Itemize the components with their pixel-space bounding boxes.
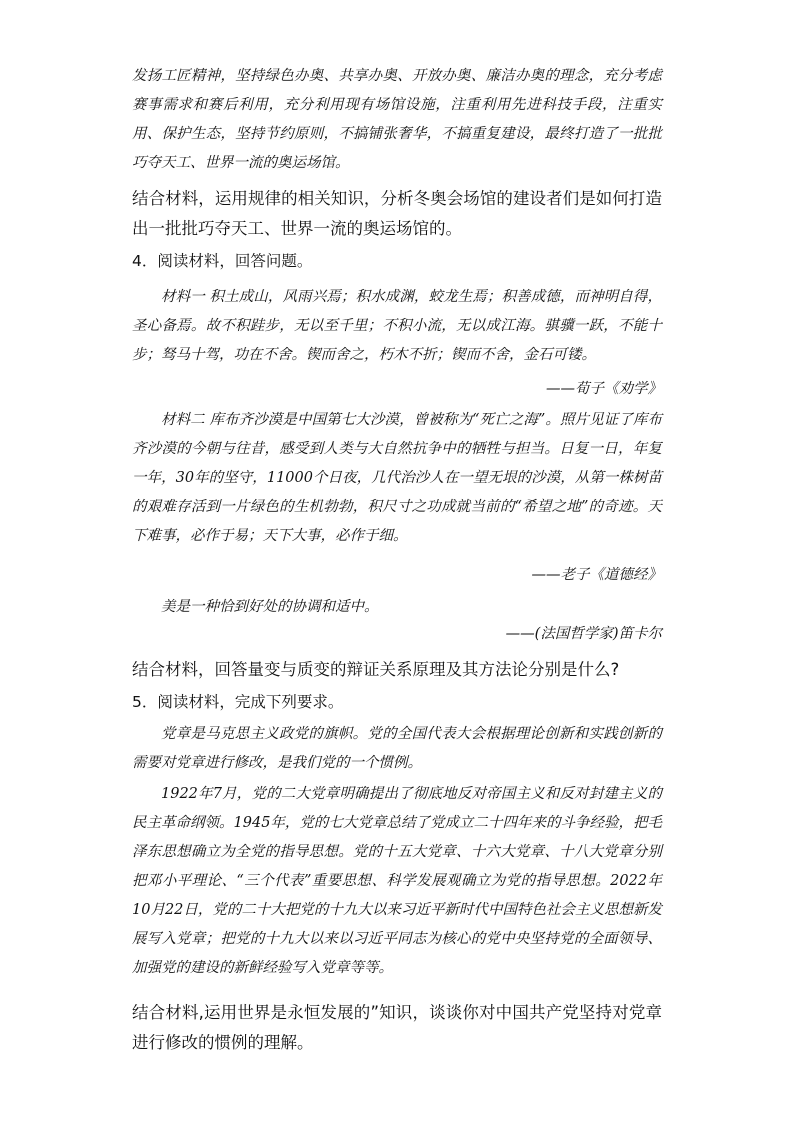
q5-paragraph-2: 1922年7月，党的二大党章明确提出了彻底地反对帝国主义和反对封建主义的民主革命纲领。1945年，党的七大党章总结了党成立二十四年来的斗争经验，把毛泽东思想确立为全党的指导思想。党的十五大党章、十六大党章、十八大党章分别把邓小平理论、“三个代表”重要思想、科学发展观确立为党的指导思想。2022年10月22日，党的二十大把党的十九大以来习近平新时代中国特色社会主义思想新发展写入党章；把党的十九大以来以习近平同志为核心的党中央坚持党的全面领导、加强党的建设的新鲜经验写入党章等等。 xyxy=(132,786,662,976)
q4-material-2: 材料二 库布齐沙漠是中国第七大沙漠，曾被称为“死亡之海”。照片见证了库布齐沙漠的今朝与往昔，感受到人类与大自然抗争中的牺牲与担当。日复一日，年复一年，30年的坚守，11000个日夜，几代治沙人在一望无垠的沙漠，从第一株树苗的艰难存活到一片绿色的生机勃勃，积尺寸之功成就当前的“希望之地”的奇迹。天下难事，必作于易；天下大事，必作于细。 xyxy=(132,412,662,544)
q5-question: 结合材料,运用世界是永恒发展的”知识，谈谈你对中国共产党坚持对党章进行修改的惯例的理解。 xyxy=(132,1003,662,1052)
q3-material-text: 发扬工匠精神，坚持绿色办奥、共享办奥、开放办奥、廉洁办奥的理念，充分考虑赛事需求和赛后利用，充分利用现有场馆设施，注重利用先进科技手段，注重实用、保护生态，坚持节约原则，不搞铺张奢华，不搞重复建设，最终打造了一批批巧夺天工、世界一流的奥运场馆。 xyxy=(132,68,662,171)
q4-source-2: ——老子《道德经》 xyxy=(531,567,662,583)
q5-paragraph-1: 党章是马克思主义政党的旗帜。党的全国代表大会根据理论创新和实践创新的需要对党章进行修改，是我们党的一个惯例。 xyxy=(132,726,662,771)
q3-question: 结合材料，运用规律的相关知识，分析冬奥会场馆的建设者们是如何打造出一批批巧夺天工、世界一流的奥运场馆的。 xyxy=(132,189,662,238)
q4-heading: 4．阅读材料，回答问题。 xyxy=(132,252,313,270)
q4-source-3: ——(法国哲学家)笛卡尔 xyxy=(505,626,662,642)
q4-question: 结合材料，回答量变与质变的辩证关系原理及其方法论分别是什么? xyxy=(132,660,620,679)
q4-material-3: 美是一种恰到好处的协调和适中。 xyxy=(161,599,379,615)
q5-heading: 5．阅读材料，完成下列要求。 xyxy=(132,693,344,711)
q4-material-1: 材料一 积土成山，风雨兴焉；积水成渊，蛟龙生焉；积善成德，而神明自得，圣心备焉。故不积跬步，无以至千里；不积小流，无以成江海。骐骥一跃，不能十步；驽马十驾，功在不舍。锲而舍之，朽木不折；锲而不舍，金石可镂。 xyxy=(132,289,662,363)
q4-source-1: ——荀子《劝学》 xyxy=(546,381,662,397)
